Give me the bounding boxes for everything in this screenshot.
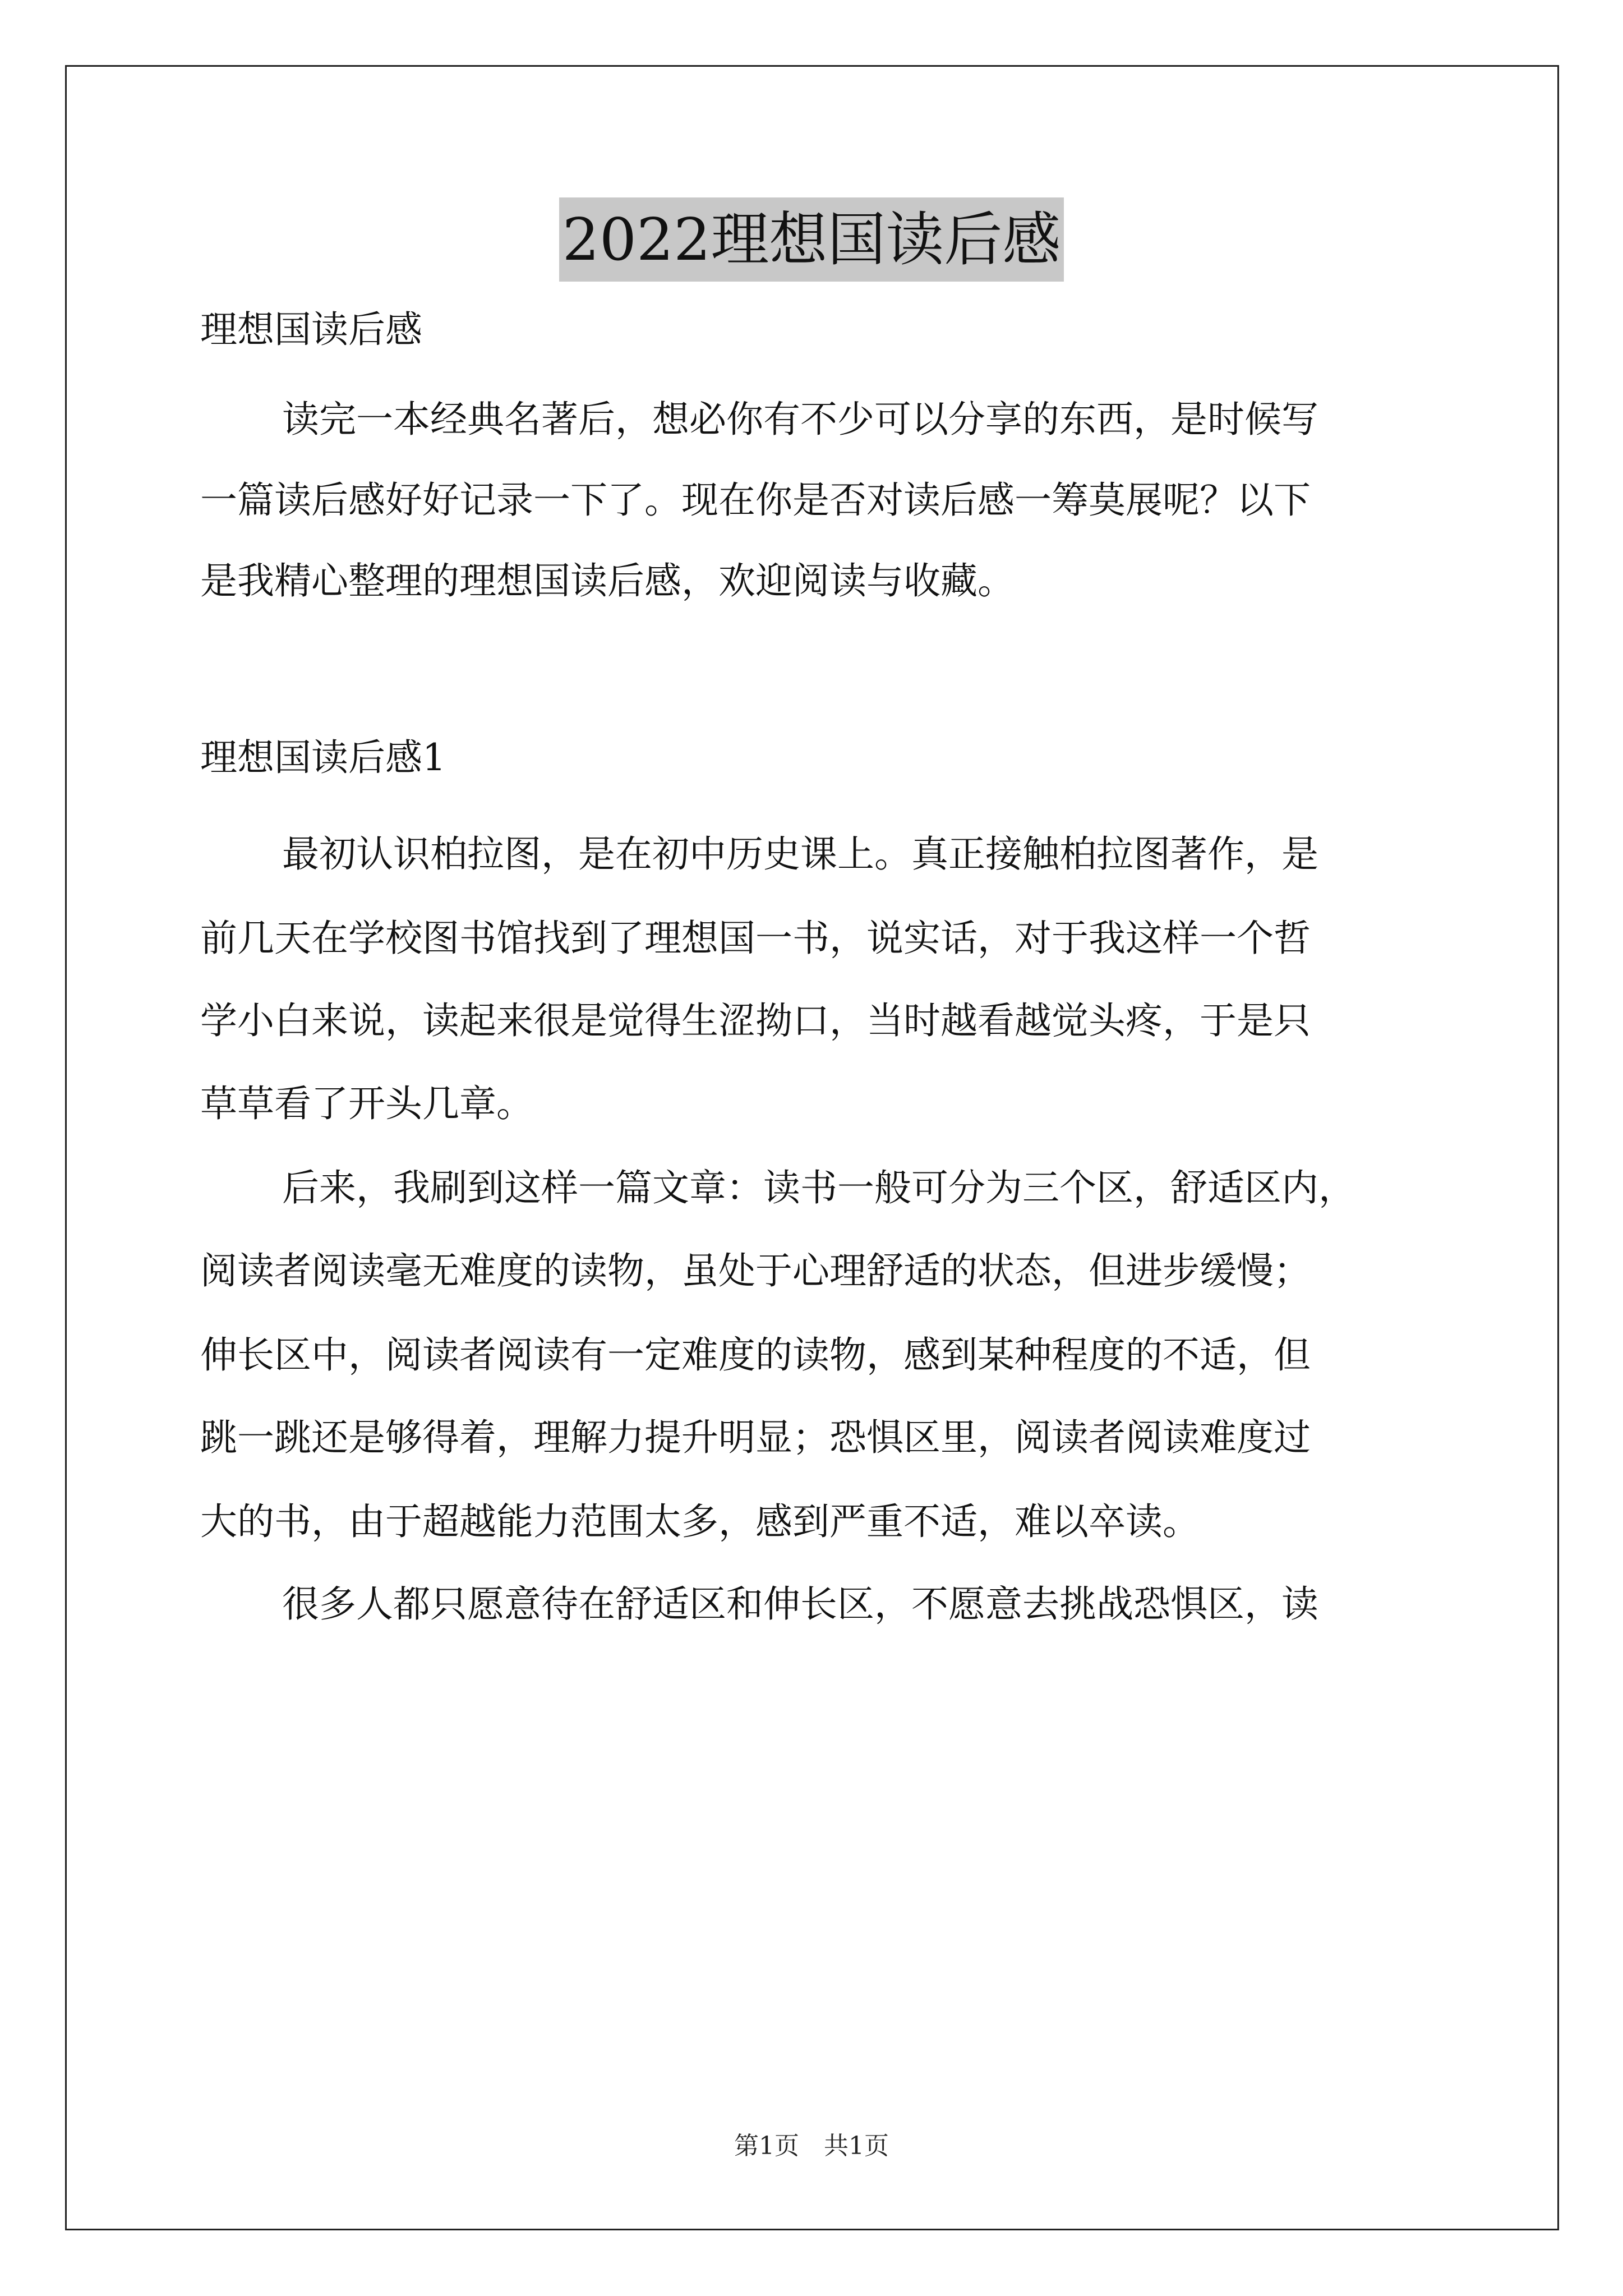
- paragraph-line: 跳一跳还是够得着，理解力提升明显；恐惧区里，阅读者阅读难度过: [200, 1416, 1311, 1459]
- section-heading-line: 理想国读后感1: [200, 736, 446, 779]
- document-title: 2022理想国读后感: [559, 197, 1064, 282]
- paragraph-line: 学小白来说，读起来很是觉得生涩拗口，当时越看越觉头疼，于是只: [200, 999, 1311, 1042]
- paragraph-line: 草草看了开头几章。: [200, 1082, 533, 1125]
- paragraph-line: 伸长区中，阅读者阅读有一定难度的读物，感到某种程度的不适，但: [200, 1333, 1311, 1377]
- heading-line: 理想国读后感: [200, 308, 422, 351]
- paragraph-line: 读完一本经典名著后，想必你有不少可以分享的东西，是时候写: [282, 398, 1318, 441]
- paragraph-line: 很多人都只愿意待在舒适区和伸长区，不愿意去挑战恐惧区，读: [282, 1582, 1318, 1626]
- page-border: [65, 65, 1559, 2230]
- title-container: [0, 197, 1623, 282]
- paragraph-line: 大的书，由于超越能力范围太多，感到严重不适，难以卒读。: [200, 1500, 1200, 1543]
- paragraph-line: 是我精心整理的理想国读后感，欢迎阅读与收藏。: [200, 559, 1015, 602]
- paragraph-line: 阅读者阅读毫无难度的读物，虽处于心理舒适的状态，但进步缓慢；: [200, 1249, 1311, 1292]
- paragraph-line: 前几天在学校图书馆找到了理想国一书，说实话，对于我这样一个哲: [200, 917, 1311, 960]
- paragraph-line: 最初认识柏拉图，是在初中历史课上。真正接触柏拉图著作，是: [282, 832, 1318, 876]
- paragraph-line: 后来，我刷到这样一篇文章：读书一般可分为三个区，舒适区内，: [282, 1166, 1355, 1209]
- page-footer: 第1页 共1页: [734, 2132, 889, 2160]
- paragraph-line: 一篇读后感好好记录一下了。现在你是否对读后感一筹莫展呢？以下: [200, 478, 1311, 522]
